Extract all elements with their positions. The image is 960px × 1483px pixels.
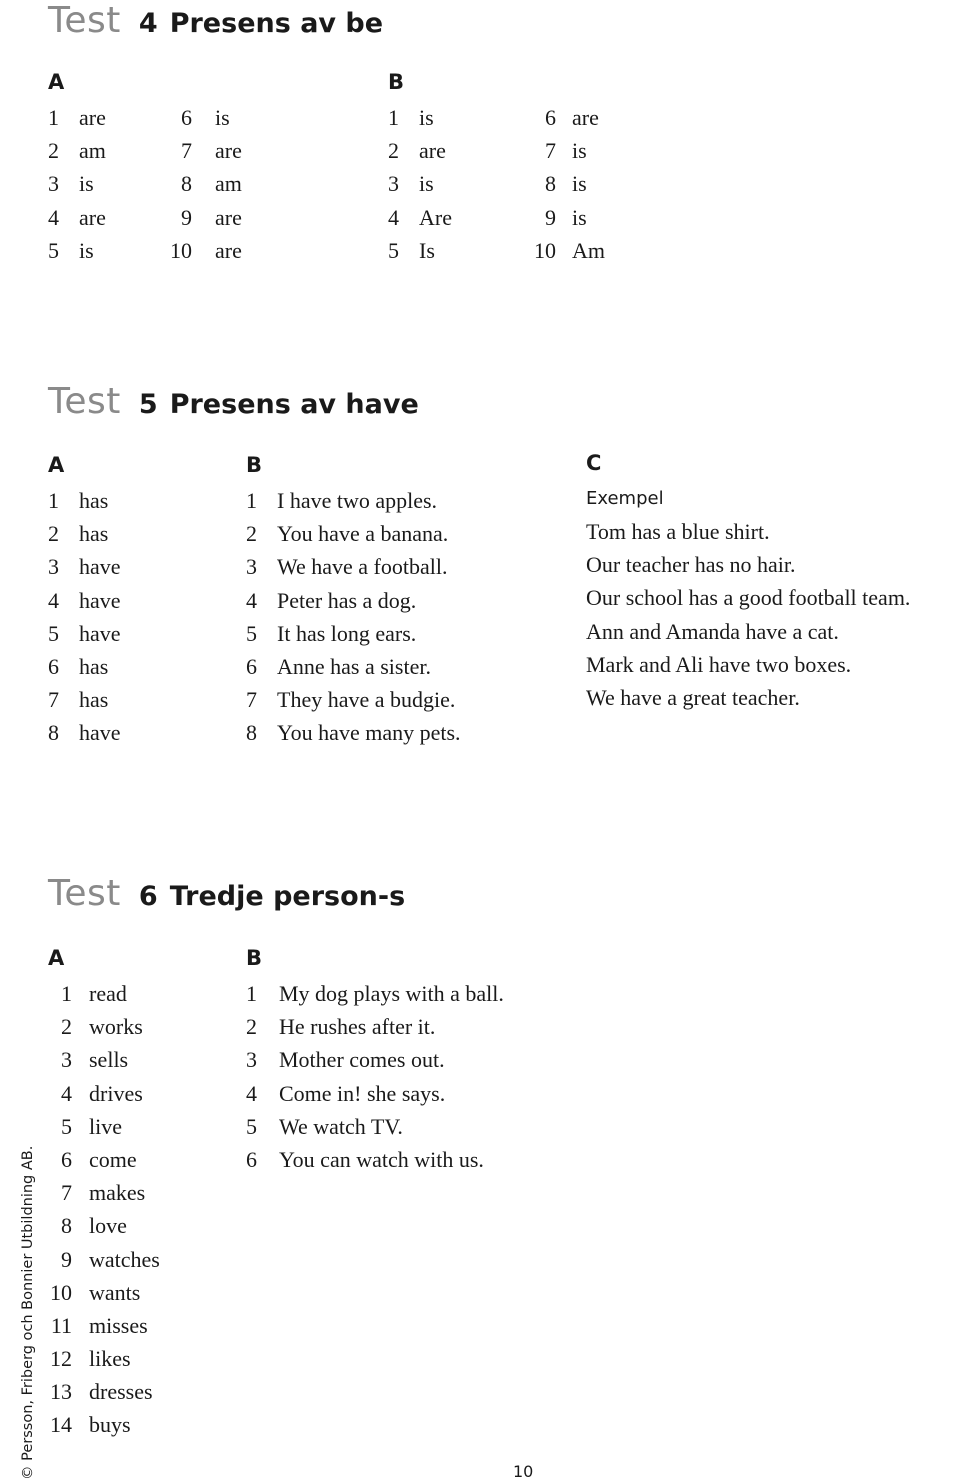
item-text: is [572,138,587,164]
part-heading-a: A [48,946,65,970]
item-number: 5 [48,620,59,646]
item-number: 9 [545,204,556,230]
answer-item [48,1010,228,1043]
item-text: misses [89,1312,148,1338]
item-text: Peter has a dog. [277,587,417,613]
example-sentence: Ann and Amanda have a cat. [586,618,839,644]
answer-item [168,101,288,134]
item-text: My dog plays with a ball. [279,981,504,1006]
item-text: read [89,981,127,1006]
answer-item [246,716,546,749]
item-text: is [79,171,94,197]
item-text: We have a football. [277,554,448,580]
answer-list-a-col2 [168,101,288,267]
item-number: 2 [61,1014,72,1040]
answer-item [48,1143,228,1176]
item-number: 4 [388,204,399,230]
test-topic: Presens av have [169,389,419,420]
item-number: 2 [388,138,399,164]
item-text: watches [89,1246,160,1272]
item-number: 3 [48,554,59,580]
item-number: 5 [61,1113,72,1139]
item-number: 5 [388,237,399,263]
example-sentence: Our teacher has no hair. [586,552,796,578]
item-number: 6 [246,653,257,679]
answer-item [48,716,208,749]
answer-item [388,167,528,200]
item-number: 4 [61,1080,72,1106]
item-text: dresses [89,1379,153,1405]
item-text: Are [419,204,452,230]
item-number: 10 [50,1279,72,1305]
answer-item [48,1243,228,1276]
item-number: 12 [50,1346,72,1372]
example-sentences [586,515,956,714]
item-text: is [572,204,587,230]
answer-item [246,584,546,617]
item-text: Am [572,237,605,263]
answer-item [246,1110,546,1143]
page-number: 10 [513,1462,534,1481]
item-number: 8 [181,171,192,197]
item-text: is [419,171,434,197]
item-text: is [419,105,434,130]
answer-list-b [246,977,546,1176]
item-number: 2 [246,521,257,547]
answer-item [48,1309,228,1342]
answer-item [48,1375,228,1408]
item-number: 3 [61,1047,72,1073]
answer-item [48,517,208,550]
section-title-test-4 [48,0,383,41]
item-text: has [79,488,109,513]
item-text: is [79,237,94,263]
item-number: 8 [246,720,257,746]
item-text: love [89,1213,127,1239]
answer-item [168,201,288,234]
item-number: 6 [181,105,192,130]
answer-item [532,101,672,134]
item-text: has [79,521,109,547]
answer-list-a-col1 [48,101,168,267]
answer-item [388,101,528,134]
answer-item [48,1176,228,1209]
item-number: 8 [48,720,59,746]
test-label: Test [48,873,121,914]
example-sentence: Mark and Ali have two boxes. [586,651,852,677]
item-number: 2 [48,138,59,164]
item-text: have [79,587,121,613]
answer-item [168,234,288,267]
answer-item [246,550,546,583]
item-number: 9 [61,1246,72,1272]
item-text: am [79,138,106,164]
item-text: are [79,105,106,130]
answer-item [48,167,168,200]
item-text: are [215,204,242,230]
item-text: You have a banana. [277,521,449,547]
item-text: am [215,171,242,197]
answer-item [246,1077,546,1110]
item-number: 7 [545,138,556,164]
item-text: is [215,105,230,130]
answer-item [48,484,208,517]
example-sentence: We have a great teacher. [586,684,800,710]
item-number: 6 [61,1146,72,1172]
example-sentence: Tom has a blue shirt. [586,519,770,544]
answer-item [532,201,672,234]
answer-item [48,1342,228,1375]
answer-item [48,1043,228,1076]
item-text: are [419,138,446,164]
item-number: 5 [246,1113,257,1139]
answer-item [48,617,208,650]
item-number: 1 [48,488,59,513]
item-text: Come in! she says. [279,1080,446,1106]
answer-item [48,134,168,167]
item-text: have [79,620,121,646]
item-text: Anne has a sister. [277,653,431,679]
test-number: 6 [138,881,158,912]
item-text: I have two apples. [277,488,438,513]
answer-item [48,234,168,267]
answer-item [388,234,528,267]
answer-item [48,101,168,134]
item-text: have [79,720,121,746]
item-number: 13 [50,1379,72,1405]
answer-item [246,617,546,650]
test-label: Test [48,381,121,422]
item-number: 1 [246,488,257,513]
answer-item [48,977,228,1010]
item-text: come [89,1146,137,1172]
item-text: He rushes after it. [279,1014,436,1040]
item-number: 1 [388,105,399,130]
item-text: buys [89,1412,131,1438]
item-text: is [572,171,587,197]
item-number: 3 [48,171,59,197]
item-number: 8 [545,171,556,197]
item-text: likes [89,1346,131,1372]
answer-item [246,484,546,517]
item-number: 7 [181,138,192,164]
section-title-test-5 [48,381,419,422]
item-text: sells [89,1047,129,1073]
test-topic: Tredje person-s [169,881,406,912]
part-heading-a: A [48,70,65,94]
item-number: 1 [246,981,257,1006]
answer-item [532,134,672,167]
item-number: 1 [48,105,59,130]
answer-item [48,650,208,683]
answer-item [246,1010,546,1043]
item-number: 7 [48,687,59,713]
item-text: Is [419,237,435,263]
item-number: 6 [246,1146,257,1172]
copyright-notice: © Persson, Friberg och Bonnier Utbildning AB. [20,1145,36,1480]
test-number: 5 [138,389,158,420]
item-text: You have many pets. [277,720,461,746]
item-number: 7 [61,1180,72,1206]
item-number: 1 [61,981,72,1006]
answer-item [246,683,546,716]
item-text: has [79,653,109,679]
answer-item [388,201,528,234]
answer-item [246,977,546,1010]
answer-item [48,1077,228,1110]
item-number: 4 [246,1080,257,1106]
answer-item [48,550,208,583]
item-text: They have a budgie. [277,687,456,713]
item-text: live [89,1113,122,1139]
part-heading-c: C [586,451,602,475]
answer-item [388,134,528,167]
answer-item [532,234,672,267]
item-number: 2 [48,521,59,547]
answer-list-a [48,484,208,750]
item-number: 4 [48,204,59,230]
part-heading-b: B [246,453,263,477]
item-text: has [79,687,109,713]
item-text: You can watch with us. [279,1146,484,1172]
answer-list-a [48,977,228,1442]
answer-item [48,1276,228,1309]
item-text: We watch TV. [279,1113,403,1139]
answer-item [48,201,168,234]
item-text: are [215,237,242,263]
item-number: 8 [61,1213,72,1239]
answer-item [48,1408,228,1441]
answer-item [246,650,546,683]
answer-list-b-col1 [388,101,528,267]
item-text: are [215,138,242,164]
section-title-test-6 [48,873,405,914]
item-number: 4 [48,587,59,613]
answer-item [48,584,208,617]
answer-item [168,134,288,167]
answer-item [246,1043,546,1076]
part-heading-a: A [48,453,65,477]
answer-list-b-col2 [532,101,672,267]
item-text: drives [89,1080,143,1106]
item-number: 9 [181,204,192,230]
item-number: 3 [246,1047,257,1073]
item-number: 6 [48,653,59,679]
item-number: 10 [534,237,556,263]
item-number: 7 [246,687,257,713]
answer-list-b [246,484,546,750]
item-number: 5 [48,237,59,263]
item-number: 10 [170,237,192,263]
item-text: makes [89,1180,146,1206]
item-text: works [89,1014,143,1040]
test-label: Test [48,0,121,41]
test-number: 4 [138,8,158,39]
item-text: have [79,554,121,580]
part-heading-b: B [388,70,405,94]
answer-item [246,517,546,550]
answer-item [48,1110,228,1143]
item-text: are [79,204,106,230]
item-number: 5 [246,620,257,646]
item-text: wants [89,1279,141,1305]
example-label: Exempel [586,488,664,509]
item-text: are [572,105,599,130]
item-number: 2 [246,1014,257,1040]
item-number: 3 [246,554,257,580]
answer-item [48,1209,228,1242]
part-heading-b: B [246,946,263,970]
item-number: 3 [388,171,399,197]
item-number: 4 [246,587,257,613]
answer-item [168,167,288,200]
item-text: It has long ears. [277,620,417,646]
item-number: 14 [50,1412,72,1438]
item-number: 6 [545,105,556,130]
item-text: Mother comes out. [279,1047,445,1073]
answer-item [532,167,672,200]
item-number: 11 [50,1312,72,1338]
test-topic: Presens av be [169,8,384,39]
answer-item [48,683,208,716]
answer-item [246,1143,546,1176]
example-sentence: Our school has a good football team. [586,585,911,611]
